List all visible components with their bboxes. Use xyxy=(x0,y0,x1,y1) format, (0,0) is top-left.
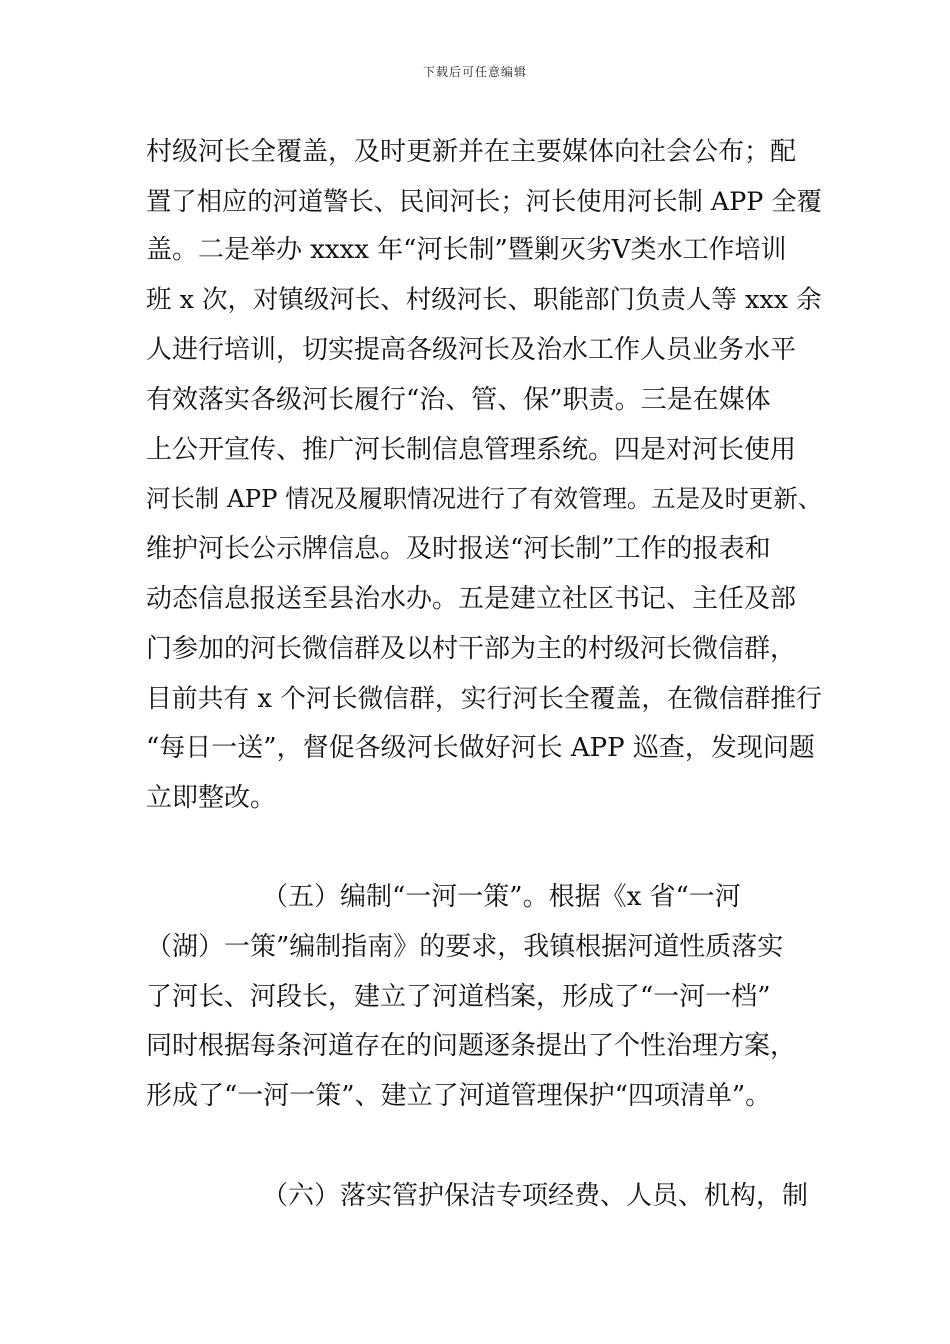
text-line: 立即整改。 xyxy=(146,783,277,813)
text-line: 维护河长公示牌信息。及时报送“河长制”工作的报表和 xyxy=(146,534,771,564)
text-line: 形成了“一河一策”、建立了河道管理保护“四项清单”。 xyxy=(146,1081,772,1111)
text-line: （五）编制“一河一策”。根据《x 省“一河 xyxy=(262,882,741,912)
text-line: 人进行培训，切实提高各级河长及治水工作人员业务水平 xyxy=(146,335,797,365)
text-line: 同时根据每条河道存在的问题逐条提出了个性治理方案， xyxy=(146,1031,797,1061)
text-line: （湖）一策”编制指南》的要求，我镇根据河道性质落实 xyxy=(146,932,784,962)
text-line: 了河长、河段长，建立了河道档案，形成了“一河一档” xyxy=(146,982,771,1012)
text-line: 门参加的河长微信群及以村干部为主的村级河长微信群， xyxy=(146,634,797,664)
text-line: 有效落实各级河长履行“治、管、保”职责。三是在媒体 xyxy=(146,385,771,415)
text-line: 盖。二是举办 xxxx 年“河长制”暨剿灭劣Ⅴ类水工作培训 xyxy=(146,235,787,265)
text-line: 河长制 APP 情况及履职情况进行了有效管理。五是及时更新、 xyxy=(146,484,823,513)
page-header: 下载后可任意编辑 xyxy=(422,65,527,79)
text-line: 置了相应的河道警长、民间河长；河长使用河长制 APP 全覆 xyxy=(146,186,822,216)
text-line: 目前共有 x 个河长微信群，实行河长全覆盖，在微信群推行 xyxy=(146,684,822,714)
text-line: “每日一送”，督促各级河长做好河长 APP 巡查，发现问题 xyxy=(146,733,815,763)
text-line: 村级河长全覆盖，及时更新并在主要媒体向社会公布；配 xyxy=(146,137,797,167)
text-line: （六）落实管护保洁专项经费、人员、机构，制 xyxy=(262,1181,809,1211)
text-line: 上公开宣传、推广河长制信息管理系统。四是对河长使用 xyxy=(146,435,797,465)
text-line: 动态信息报送至县治水办。五是建立社区书记、主任及部 xyxy=(146,584,797,614)
text-line: 班 x 次，对镇级河长、村级河长、职能部门负责人等 xxx 余 xyxy=(146,285,822,315)
